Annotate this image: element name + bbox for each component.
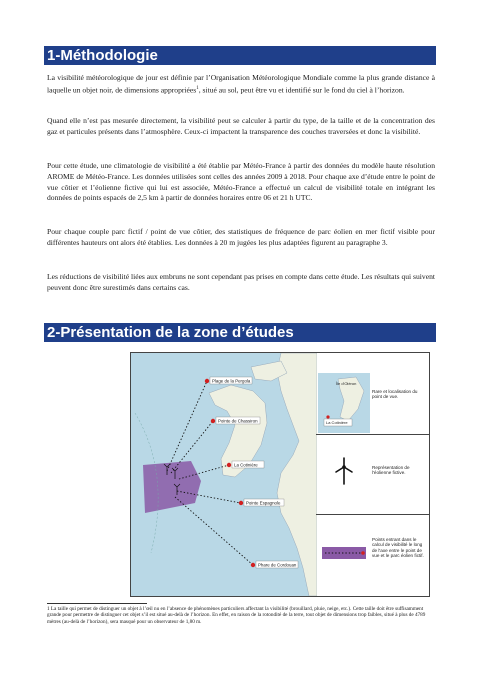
study-area-map	[131, 353, 317, 596]
label-pergola: Plage de la Pergola	[212, 378, 251, 384]
legend-viewpoint-text: Rare et localisation du point de vue.	[372, 389, 418, 400]
paragraph-definition-end: , situé au sol, peut être vu et identifié sur le fond du ciel à l’horizon.	[198, 85, 405, 95]
marker-chassiron	[211, 419, 215, 423]
legend-row-viewpoint	[316, 353, 429, 435]
label-espagnole: Pointe Espagnole	[246, 500, 281, 506]
inset-label-cotiniere: La Cotinière	[326, 420, 348, 425]
paragraph-statistics: Pour chaque couple parc fictif / point de vue côtier, des statistiques de fréquence de parc éolien en mer fictif visible pour différentes hauteurs ont alors été établies. Les données à 20 m jugées les plus adaptées figurent au paragraphe 3.	[47, 227, 435, 247]
map-legend	[316, 353, 429, 596]
legend-row-points	[316, 515, 429, 596]
marker-pergola	[205, 379, 209, 383]
footnote-separator	[47, 603, 147, 604]
inset-label-oleron: Île d'Oléron	[336, 381, 357, 386]
paragraph-climatology: Pour cette étude, une climatologie de visibilité a été établie par Météo-France à partir des données du modèle haute résolution AROME de Météo-France. Les données utilisées sont celles des années 2009 à 2018. Pour chaque axe d’étude entre le point de vue côtier et l’éolienne fictive qui lui est associée, Météo-France a effectué un calcul de visibilité totale en intégrant les données de points espacés de 2,5 km à partir de données horaires entre 06 et 21 h UTC.	[47, 161, 435, 203]
section-1-heading: 1-Méthodologie	[44, 46, 436, 65]
points-axis-symbol	[322, 545, 366, 561]
paragraph-definition	[47, 73, 435, 96]
label-cotiniere: La Cotinière	[234, 462, 258, 468]
paragraph-computation: Quand elle n’est pas mesurée directement, la visibilité peut se calculer à partir du type, de la taille et de la concentration des gaz et particules présents dans l’atmosphère. Ceux-ci impactent la transparence des couches traversées et donc la visibilité.	[47, 116, 435, 136]
marker-cotiniere	[227, 463, 231, 467]
paragraph-definition-text: La visibilité météorologique de jour est définie par l’Organisation Météorologique Mondiale comme la plus grande distance à laquelle un objet noir, de dimensions appropriées	[47, 73, 435, 95]
footnote-1: 1 La taille qui permet de distinguer un objet à l’œil nu en l’absence de phénomènes particuliers affectant la visibilité (brouillard, pluie, neige, etc.). Cette taille doit être suffisamment grande pour permettre de distinguer cet objet s’il est situé au-delà de l’horizon. En effet, en raison de la rotondité de la terre, tout objet de dimensions trop faibles, situé à plus de 4789 mètres (au-delà de l’horizon), sera masqué pour un observateur de 1,80 m.	[47, 606, 426, 625]
label-cordouan: Phare de Cordouan	[258, 562, 297, 568]
paragraph-spray-limitations: Les réductions de visibilité liées aux embruns ne sont cependant pas prises en compte dans cette étude. Les résultats qui suivent peuvent donc être surestimés dans certains cas.	[47, 272, 435, 292]
legend-points-text: Points entrant dans le calcul de visibilité le long de l'axe entre le point de vue et le parc éolien fictif.	[372, 537, 424, 559]
marker-cordouan	[251, 563, 255, 567]
section-2-heading: 2-Présentation de la zone d’études	[44, 323, 436, 342]
footnote-ref[interactable]: 1	[196, 85, 199, 91]
wind-turbine-icon	[332, 457, 356, 485]
marker-espagnole	[239, 501, 243, 505]
inset-map	[318, 373, 370, 433]
label-chassiron: Pointe de Chassiron	[218, 418, 258, 424]
legend-turbine-text: Représentation de l'éolienne fictive.	[372, 465, 410, 476]
legend-row-turbine	[316, 435, 429, 515]
